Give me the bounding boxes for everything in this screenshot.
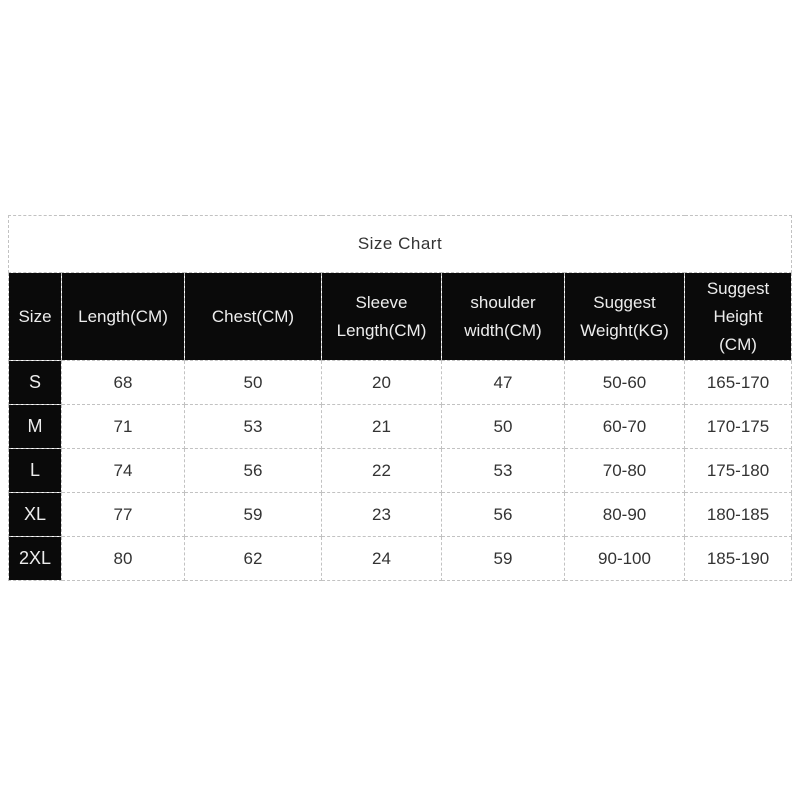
- table-cell: 180-185: [685, 493, 792, 537]
- table-cell: 24: [322, 537, 442, 581]
- table-cell: 53: [442, 449, 565, 493]
- column-header-sleeve-length: Sleeve Length(CM): [322, 273, 442, 361]
- table-cell: 175-180: [685, 449, 792, 493]
- table-cell: 56: [185, 449, 322, 493]
- table-cell: 80: [62, 537, 185, 581]
- table-row-2xl: [9, 537, 792, 581]
- table-cell: 68: [62, 361, 185, 405]
- table-cell: 74: [62, 449, 185, 493]
- table-cell: 59: [185, 493, 322, 537]
- column-header-suggest-weight: Suggest Weight(KG): [565, 273, 685, 361]
- table-cell: 21: [322, 405, 442, 449]
- size-chart-table: [8, 215, 792, 581]
- table-cell: 56: [442, 493, 565, 537]
- table-cell: 22: [322, 449, 442, 493]
- size-label: M: [9, 405, 62, 449]
- table-row-xl: [9, 493, 792, 537]
- table-cell: 59: [442, 537, 565, 581]
- table-cell: 71: [62, 405, 185, 449]
- table-cell: 62: [185, 537, 322, 581]
- table-cell: 185-190: [685, 537, 792, 581]
- size-label: XL: [9, 493, 62, 537]
- table-cell: 50-60: [565, 361, 685, 405]
- table-cell: 90-100: [565, 537, 685, 581]
- column-header-chest: Chest(CM): [185, 273, 322, 361]
- column-header-size: Size: [9, 273, 62, 361]
- column-header-suggest-height: Suggest Height (CM): [685, 273, 792, 361]
- table-cell: 23: [322, 493, 442, 537]
- table-cell: 165-170: [685, 361, 792, 405]
- table-row-s: [9, 361, 792, 405]
- title-row: [9, 216, 792, 273]
- table-cell: 70-80: [565, 449, 685, 493]
- size-label: 2XL: [9, 537, 62, 581]
- column-header-shoulder-width: shoulder width(CM): [442, 273, 565, 361]
- table-cell: 53: [185, 405, 322, 449]
- table-cell: 77: [62, 493, 185, 537]
- table-cell: 60-70: [565, 405, 685, 449]
- table-cell: 20: [322, 361, 442, 405]
- table-row-l: [9, 449, 792, 493]
- table-cell: 50: [185, 361, 322, 405]
- header-row: [9, 273, 792, 361]
- size-label: S: [9, 361, 62, 405]
- column-header-length: Length(CM): [62, 273, 185, 361]
- size-chart-title: Size Chart: [9, 216, 792, 273]
- size-label: L: [9, 449, 62, 493]
- table-cell: 80-90: [565, 493, 685, 537]
- table-cell: 47: [442, 361, 565, 405]
- table-row-m: [9, 405, 792, 449]
- table-cell: 50: [442, 405, 565, 449]
- table-cell: 170-175: [685, 405, 792, 449]
